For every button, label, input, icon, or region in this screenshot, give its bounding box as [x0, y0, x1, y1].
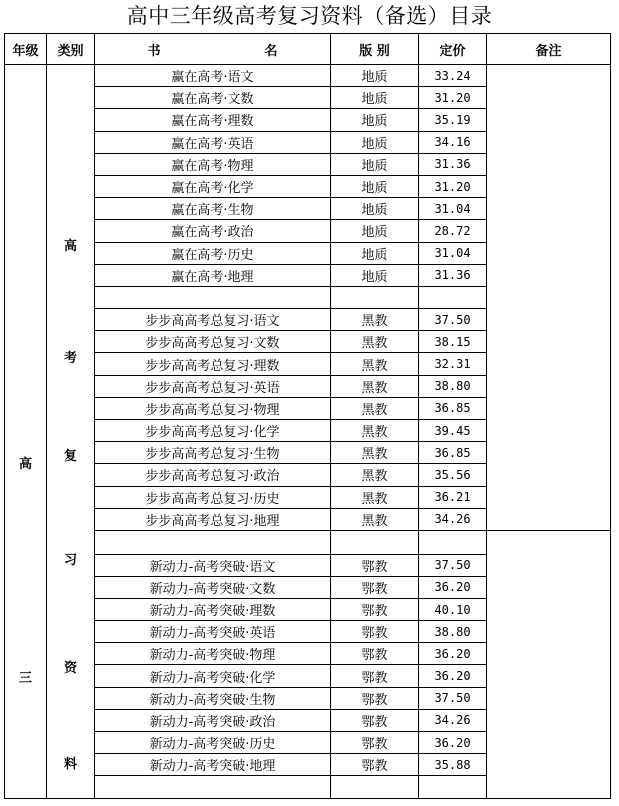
edition-cell: 黑教	[331, 420, 419, 442]
edition-cell: 鄂教	[331, 621, 419, 643]
book-name-cell	[95, 776, 331, 798]
edition-cell: 地质	[331, 242, 419, 264]
book-name-cell: 赢在高考·政治	[95, 220, 331, 242]
edition-cell: 鄂教	[331, 709, 419, 731]
category-char: 习	[63, 553, 77, 568]
edition-cell: 鄂教	[331, 598, 419, 620]
price-cell: 31.36	[419, 264, 487, 286]
book-name-cell: 赢在高考·物理	[95, 153, 331, 175]
header-category: 类别	[47, 34, 95, 65]
price-cell: 36.85	[419, 442, 487, 464]
edition-cell: 黑教	[331, 508, 419, 530]
price-cell: 37.50	[419, 687, 487, 709]
edition-cell: 地质	[331, 198, 419, 220]
book-name-cell: 步步高高考总复习·历史	[95, 486, 331, 508]
book-name-cell: 新动力-高考突破·化学	[95, 665, 331, 687]
note-cell	[487, 530, 611, 798]
category-char: 高	[63, 239, 77, 254]
edition-cell: 鄂教	[331, 732, 419, 754]
edition-cell: 地质	[331, 109, 419, 131]
category-char: 料	[63, 757, 77, 772]
header-book: 书 名	[95, 34, 331, 65]
edition-cell	[331, 530, 419, 554]
book-name-cell: 新动力-高考突破·地理	[95, 754, 331, 776]
edition-cell: 地质	[331, 153, 419, 175]
edition-cell: 地质	[331, 264, 419, 286]
table-row	[5, 530, 611, 554]
edition-cell: 鄂教	[331, 665, 419, 687]
grade-char: 高	[18, 457, 32, 472]
book-name-cell: 赢在高考·历史	[95, 242, 331, 264]
price-cell: 37.50	[419, 309, 487, 331]
book-name-cell: 步步高高考总复习·化学	[95, 420, 331, 442]
price-cell: 35.56	[419, 464, 487, 486]
book-name-cell: 新动力-高考突破·政治	[95, 709, 331, 731]
book-name-cell: 赢在高考·地理	[95, 264, 331, 286]
book-name-cell: 步步高高考总复习·物理	[95, 397, 331, 419]
price-cell: 36.20	[419, 732, 487, 754]
price-cell: 34.26	[419, 508, 487, 530]
edition-cell: 黑教	[331, 442, 419, 464]
book-name-cell: 步步高高考总复习·英语	[95, 375, 331, 397]
edition-cell: 鄂教	[331, 643, 419, 665]
price-cell: 39.45	[419, 420, 487, 442]
price-cell: 37.50	[419, 554, 487, 576]
grade-char: 三	[18, 671, 32, 686]
price-cell: 31.20	[419, 87, 487, 109]
edition-cell: 地质	[331, 175, 419, 197]
edition-cell: 黑教	[331, 309, 419, 331]
price-cell	[419, 776, 487, 798]
price-cell	[419, 286, 487, 308]
category-char: 资	[63, 661, 77, 676]
book-name-cell: 赢在高考·化学	[95, 175, 331, 197]
book-name-cell: 新动力-高考突破·文数	[95, 576, 331, 598]
edition-cell: 地质	[331, 131, 419, 153]
header-row	[5, 34, 611, 65]
book-name-cell: 步步高高考总复习·生物	[95, 442, 331, 464]
book-name-cell	[95, 530, 331, 554]
book-name-cell: 步步高高考总复习·语文	[95, 309, 331, 331]
header-note: 备注	[487, 34, 611, 65]
price-cell: 36.21	[419, 486, 487, 508]
category-char: 考	[63, 351, 77, 366]
price-cell: 28.72	[419, 220, 487, 242]
edition-cell: 黑教	[331, 353, 419, 375]
price-cell: 38.80	[419, 375, 487, 397]
book-name-cell: 赢在高考·英语	[95, 131, 331, 153]
edition-cell: 地质	[331, 220, 419, 242]
book-name-cell: 新动力-高考突破·语文	[95, 554, 331, 576]
price-cell: 31.04	[419, 198, 487, 220]
header-edition: 版 别	[331, 34, 419, 65]
price-cell	[419, 530, 487, 554]
book-name-cell: 步步高高考总复习·地理	[95, 508, 331, 530]
edition-cell: 鄂教	[331, 687, 419, 709]
edition-cell: 黑教	[331, 464, 419, 486]
price-cell: 32.31	[419, 353, 487, 375]
header-price: 定价	[419, 34, 487, 65]
catalog-table	[4, 33, 611, 799]
book-name-cell: 赢在高考·文数	[95, 87, 331, 109]
edition-cell: 黑教	[331, 375, 419, 397]
note-cell	[487, 65, 611, 531]
price-cell: 36.20	[419, 576, 487, 598]
price-cell: 40.10	[419, 598, 487, 620]
price-cell: 35.19	[419, 109, 487, 131]
book-name-cell: 新动力-高考突破·生物	[95, 687, 331, 709]
price-cell: 38.80	[419, 621, 487, 643]
price-cell: 35.88	[419, 754, 487, 776]
book-name-cell	[95, 286, 331, 308]
page-title: 高中三年级高考复习资料（备选）目录	[126, 4, 493, 28]
price-cell: 33.24	[419, 65, 487, 87]
category-char: 复	[63, 449, 77, 464]
book-name-cell: 步步高高考总复习·政治	[95, 464, 331, 486]
edition-cell: 黑教	[331, 486, 419, 508]
book-name-cell: 新动力-高考突破·理数	[95, 598, 331, 620]
book-name-cell: 步步高高考总复习·理数	[95, 353, 331, 375]
edition-cell	[331, 776, 419, 798]
price-cell: 36.85	[419, 397, 487, 419]
category-cell	[47, 65, 95, 799]
header-grade: 年级	[5, 34, 47, 65]
edition-cell: 黑教	[331, 331, 419, 353]
price-cell: 31.20	[419, 175, 487, 197]
book-name-cell: 新动力-高考突破·英语	[95, 621, 331, 643]
edition-cell: 鄂教	[331, 554, 419, 576]
edition-cell: 地质	[331, 87, 419, 109]
table-row	[5, 65, 611, 87]
price-cell: 34.16	[419, 131, 487, 153]
price-cell: 34.26	[419, 709, 487, 731]
grade-cell	[5, 65, 47, 799]
edition-cell: 黑教	[331, 397, 419, 419]
price-cell: 31.36	[419, 153, 487, 175]
book-name-cell: 新动力-高考突破·物理	[95, 643, 331, 665]
price-cell: 31.04	[419, 242, 487, 264]
book-name-cell: 赢在高考·语文	[95, 65, 331, 87]
book-name-cell: 赢在高考·理数	[95, 109, 331, 131]
book-name-cell: 赢在高考·生物	[95, 198, 331, 220]
edition-cell: 鄂教	[331, 576, 419, 598]
edition-cell	[331, 286, 419, 308]
book-name-cell: 步步高高考总复习·文数	[95, 331, 331, 353]
price-cell: 36.20	[419, 665, 487, 687]
price-cell: 36.20	[419, 643, 487, 665]
book-name-cell: 新动力-高考突破·历史	[95, 732, 331, 754]
price-cell: 38.15	[419, 331, 487, 353]
edition-cell: 鄂教	[331, 754, 419, 776]
edition-cell: 地质	[331, 65, 419, 87]
